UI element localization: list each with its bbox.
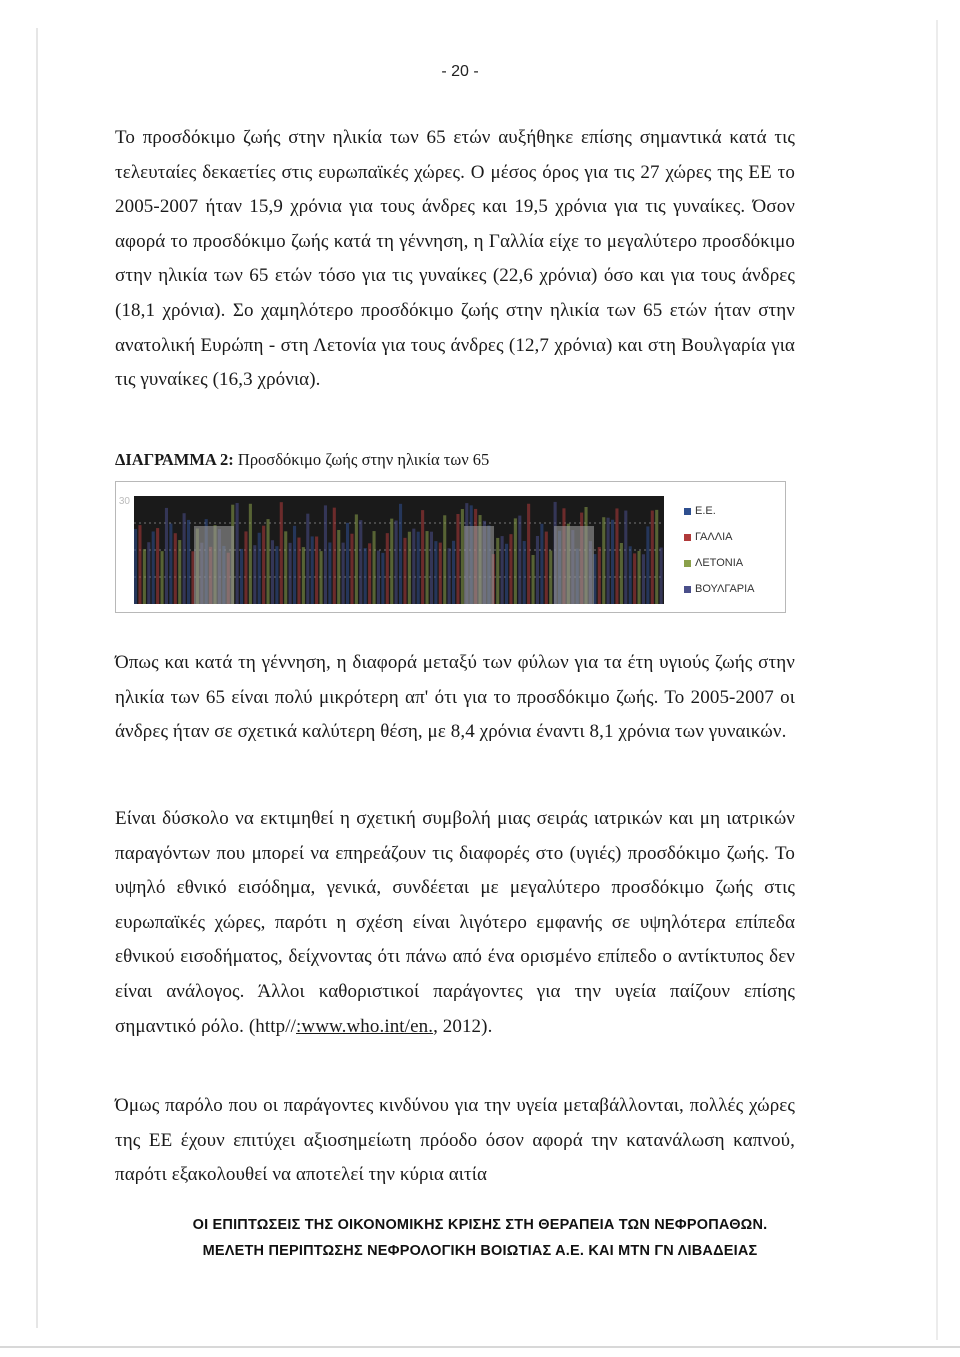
chart-bar (430, 532, 433, 604)
chart-bar (638, 551, 641, 604)
chart-bar (611, 520, 614, 604)
chart-bar (620, 543, 623, 604)
chart-bar (448, 548, 451, 604)
page-number: - 20 - (441, 63, 479, 80)
chart-bar (253, 545, 256, 604)
chart-bar (532, 555, 535, 604)
chart-bar (178, 540, 181, 604)
chart-bar (342, 543, 345, 604)
chart-bar (183, 513, 186, 604)
legend-swatch-bulgaria (684, 586, 691, 593)
chart-bar-highlight (194, 526, 234, 604)
chart-bar (187, 520, 190, 604)
chart-bar (660, 548, 663, 604)
chart-bar (284, 531, 287, 604)
chart-bar (174, 533, 177, 604)
chart-bar (381, 553, 384, 604)
legend-label-bulgaria: ΒΟΥΛΓΑΡΙΑ (695, 583, 755, 595)
chart-bar (607, 518, 610, 604)
chart-bar (355, 514, 358, 604)
legend-label-france: ΓΑΛΛΙΑ (695, 531, 733, 543)
chart-bar (169, 524, 172, 604)
chart-bar (258, 533, 261, 604)
legend-swatch-latvia (684, 560, 691, 567)
chart-bar (540, 524, 543, 604)
chart-bar (642, 554, 645, 604)
y-tick-label-top: 30 (118, 496, 130, 507)
chart-bar (509, 534, 512, 604)
chart-bar (377, 551, 380, 604)
chart-bar (549, 551, 552, 604)
chart-bar (337, 530, 340, 604)
paragraph-life-expectancy-65: Το προσδόκιμο ζωής στην ηλικία των 65 ετών αυξήθηκε επίσης σημαντικά κατά τις τελευταίες δεκαετίες στις ευρωπαϊκές χώρες. Ο μέσος όρος για τις 27 χώρες της ΕΕ το 2005-2007 ήταν 15,9 χρόνια για τους άνδρες και 19,5 χρόνια για τις γυναίκες. Όσον αφορά το προσδόκιμο ζωής κατά τη γέννηση, η Γαλλία είχε το μεγαλύτερο προσδόκιμο στην ηλικία των 65 ετών τόσο για τις γυναίκες (22,6 χρόνια) όσο και για τους άνδρες (18,1 χρόνια). Σο χαμηλότερο προσδόκιμο ζωής στην ηλικία των 65 ετών ήταν στην ανατολική Ευρώπη - στη Λετονία για τους άνδρες (12,7 χρόνια) και στη Βουλγαρία για τις γυναίκες (16,3 χρόνια). (115, 127, 795, 391)
chart-bar (461, 509, 464, 604)
chart-bar (346, 523, 349, 604)
chart-bar (236, 503, 239, 604)
footer-title-line-2: ΜΕΛΕΤΗ ΠΕΡΙΠΤΩΣΗΣ ΝΕΦΡΟΛΟΓΙΚΗ ΒΟΙΩΤΙΑΣ Α.Ε. ΚΑΙ ΜΤΝ ΓΝ ΛΙΒΑΔΕΙΑΣ (202, 1243, 758, 1259)
chart-bar (333, 508, 336, 604)
chart-bar (412, 529, 415, 604)
who-link[interactable]: :www.who.int/en. (296, 1015, 434, 1037)
chart-bar (262, 526, 265, 604)
chart-bar (452, 541, 455, 604)
chart-bar (156, 528, 159, 604)
chart-bar (615, 508, 618, 604)
chart-bar (651, 511, 654, 604)
chart-bar (293, 526, 296, 604)
chart-bar (629, 546, 632, 604)
chart-bar (134, 529, 137, 604)
chart-bar (598, 547, 601, 604)
chart-bar (138, 525, 141, 604)
legend-swatch-eu (684, 508, 691, 515)
chart-bar (328, 543, 331, 604)
chart-bar (399, 504, 402, 604)
chart-bar (545, 532, 548, 604)
paragraph-smoking: Όμως παρόλο που οι παράγοντες κινδύνου για την υγεία μεταβάλλονται, πολλές χώρες της ΕΕ έχουν επιτύχει αξιοσημείωτη πρόοδο όσον αφορά την κατανάλωση καπνού, παρότι εξακολουθεί να αποτελεί την κύρια αιτία (115, 1095, 795, 1186)
chart-bar (501, 536, 504, 604)
figure-caption (115, 448, 489, 472)
figure-caption-label: ΔΙΑΓΡΑΜΜΑ 2: (115, 450, 234, 469)
chart-bar (536, 536, 539, 604)
legend-item-france (684, 524, 755, 550)
chart-bar (408, 532, 411, 604)
chart-bar (302, 547, 305, 604)
chart-bar (518, 516, 521, 604)
chart-bar (315, 537, 318, 605)
scan-bottom-edge (0, 1346, 960, 1348)
chart-bar (143, 549, 146, 604)
chart-bar (514, 518, 517, 604)
chart-bar (280, 502, 283, 604)
chart-bar (646, 526, 649, 604)
chart-bar (443, 515, 446, 604)
chart-bar (505, 544, 508, 604)
chart-bar (386, 533, 389, 604)
chart-bar (350, 534, 353, 604)
chart-bar (456, 514, 459, 604)
legend-swatch-france (684, 534, 691, 541)
footer-title-line-1: ΟΙ ΕΠΙΠΤΩΣΕΙΣ ΤΗΣ ΟΙΚΟΝΟΜΙΚΗΣ ΚΡΙΣΗΣ ΣΤΗ ΘΕΡΑΠΕΙΑ ΤΩΝ ΝΕΦΡΟΠΑΘΩΝ. (192, 1217, 768, 1233)
chart-bar (271, 540, 274, 604)
chart-bar (390, 519, 393, 604)
legend-item-bulgaria (684, 576, 755, 602)
scan-edge-right (936, 20, 938, 1340)
chart-bar (655, 510, 658, 604)
chart-bar (395, 520, 398, 604)
paragraph-healthy-years: Όπως και κατά τη γέννηση, η διαφορά μεταξύ των φύλων για τα έτη υγιούς ζωής στην ηλικία των 65 είναι πολύ μικρότερη απ' ότι για το προσδόκιμο ζωής. Το 2005-2007 οι άνδρες ήταν σε σχετικά καλύτερη θέση, με 8,4 χρόνια έναντι 8,1 χρόνια των γυναικών. (115, 652, 795, 743)
chart-bar (306, 514, 309, 604)
legend-item-eu (684, 498, 755, 524)
scan-edge-left (36, 28, 38, 1328)
figure-caption-text: Προσδόκιμο ζωής στην ηλικία των 65 (233, 450, 490, 469)
legend-label-latvia: ΛΕΤΟΝΙΑ (695, 557, 744, 569)
chart-bar (267, 519, 270, 604)
chart-bar (275, 546, 278, 604)
chart-bar (249, 504, 252, 604)
chart-bar (633, 553, 636, 604)
chart-bar (244, 531, 247, 604)
chart-bar (147, 542, 150, 604)
chart-bar (289, 543, 292, 604)
chart-bar (439, 543, 442, 604)
chart-bar (364, 548, 367, 604)
chart-bar-highlight (554, 526, 594, 604)
chart-bar (523, 541, 526, 604)
chart-legend (684, 498, 755, 602)
chart-bar (368, 543, 371, 604)
chart-bar (602, 517, 605, 604)
chart-bar (426, 531, 429, 604)
chart-life-expectancy-65 (115, 481, 786, 613)
chart-bar (152, 531, 155, 604)
chart-bar (324, 505, 327, 604)
chart-bar (240, 549, 243, 604)
chart-bar (320, 551, 323, 604)
legend-item-latvia (684, 550, 755, 576)
chart-bar-highlight (464, 526, 494, 604)
chart-bar (311, 536, 314, 604)
chart-bar (417, 532, 420, 604)
paragraph-determinants (115, 802, 795, 1044)
legend-label-eu: Ε.Ε. (695, 505, 716, 517)
paragraph-determinants-text: Είναι δύσκολο να εκτιμηθεί η σχετική συμβολή μιας σειράς ιατρικών και μη ιατρικών παραγόντων που μπορεί να επηρεάζουν τις διαφορές στο (υγιές) προσδόκιμο ζωής. Το υψηλό εθνικό εισόδημα, γενικά, συνδέεται με μεγαλύτερο προσδόκιμο ζωής στις ευρωπαϊκές χώρες, παρότι η σχέση είναι λιγότερο εμφανής σε υψηλότερα επίπεδα εθνικού εισοδήματος, δείχνοντας ότι πάνω από ένα ορισμένο επίπεδο ο αντίκτυπος δεν είναι ανάλογος. Άλλοι καθοριστικοί παράγοντες για την υγεία παίζουν επίσης σημαντικό ρόλο. (http// (115, 808, 795, 1037)
chart-bar (624, 511, 627, 604)
chart-bar (403, 538, 406, 604)
chart-bar (373, 531, 376, 604)
chart-bar (527, 504, 530, 604)
paragraph-determinants-tail: , 2012). (433, 1015, 493, 1037)
chart-bar (421, 510, 424, 604)
chart-bar (161, 551, 164, 604)
chart-bar (496, 538, 499, 604)
chart-bar (359, 520, 362, 604)
chart-bar (297, 538, 300, 604)
chart-bar (165, 508, 168, 604)
chart-bar (434, 541, 437, 604)
